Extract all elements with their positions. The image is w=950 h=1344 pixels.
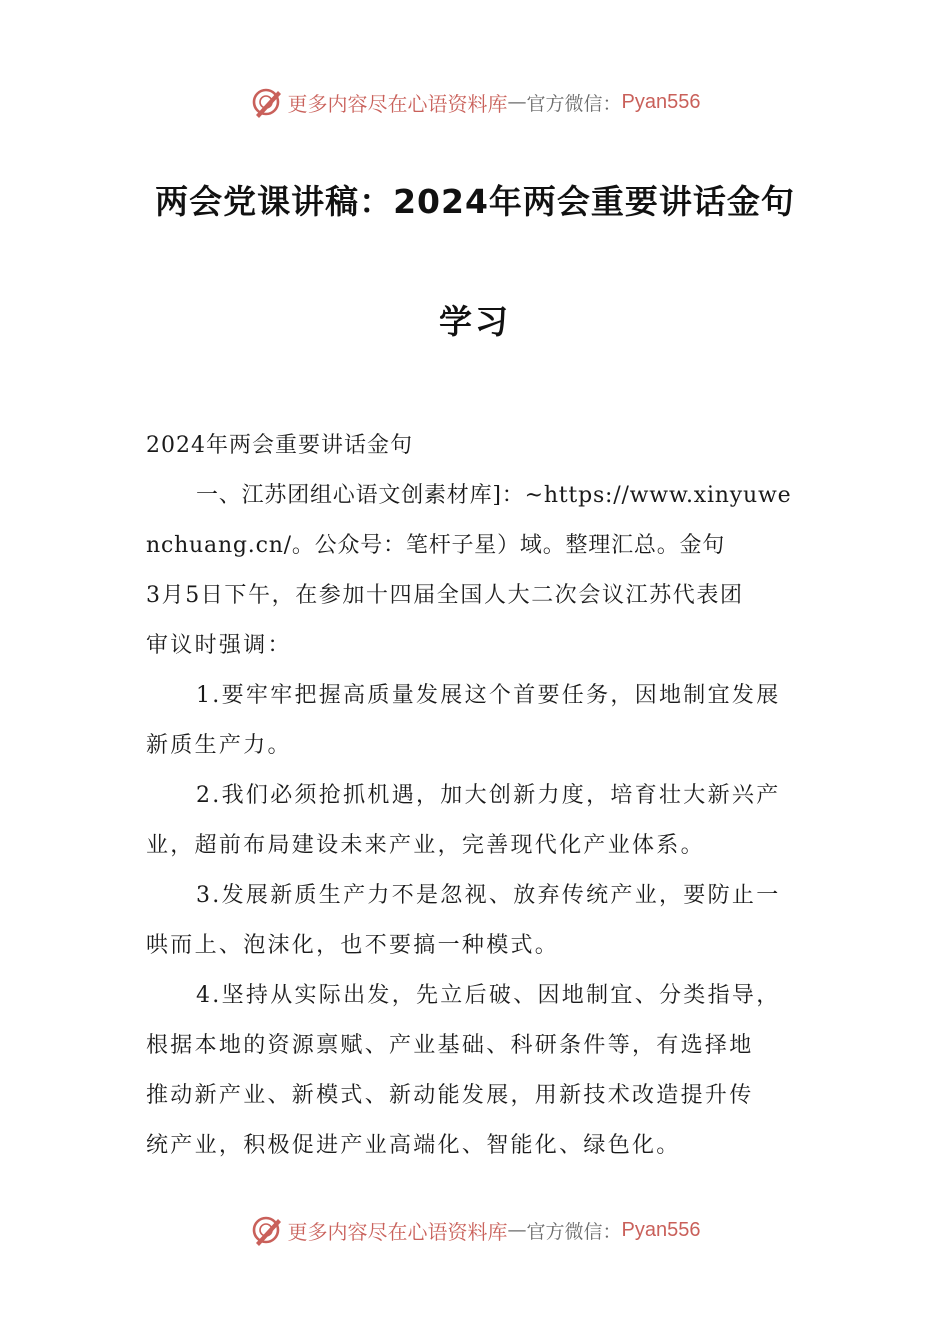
watermark-text: 更多内容尽在心语资料库 bbox=[287, 91, 508, 116]
list-item-4-line: 4.坚持从实际出发，先立后破、因地制宜、分类指导， bbox=[196, 983, 781, 1008]
watermark-wechat-label: 官方微信： bbox=[526, 92, 622, 115]
paragraph-line: 审议时强调： bbox=[146, 633, 292, 658]
paragraph-line: 3月5日下午，在参加十四届全国人大二次会议江苏代表团 bbox=[146, 583, 744, 608]
paragraph-line: 一、江苏团组心语文创素材库]：~https://www.xinyuwe bbox=[196, 483, 792, 508]
list-item-1-line: 1.要牢牢把握高质量发展这个首要任务，因地制宜发展 bbox=[196, 683, 781, 708]
watermark-text: 更多内容尽在心语资料库 bbox=[287, 1219, 508, 1244]
document-title-line-1: 两会党课讲稿：2024年两会重要讲话金句 bbox=[155, 182, 795, 221]
list-item-3-line: 3.发展新质生产力不是忽视、放弃传统产业，要防止一 bbox=[196, 883, 781, 908]
list-item-2-line: 业，超前布局建设未来产业，完善现代化产业体系。 bbox=[146, 833, 705, 858]
list-item-3-line: 哄而上、泡沫化，也不要搞一种模式。 bbox=[146, 933, 560, 958]
list-item-4-line: 统产业，积极促进产业高端化、智能化、绿色化。 bbox=[146, 1133, 681, 1158]
watermark-dash: — bbox=[507, 1219, 527, 1241]
paragraph-line: nchuang.cn/。公众号：笔杆子星）域。整理汇总。金句 bbox=[146, 533, 726, 558]
watermark-dash: — bbox=[507, 91, 527, 113]
footer-watermark bbox=[0, 1210, 950, 1250]
list-item-2-line: 2.我们必须抢抓机遇，加大创新力度，培育壮大新兴产 bbox=[196, 783, 781, 808]
section-subtitle: 2024年两会重要讲话金句 bbox=[146, 433, 413, 458]
watermark-wechat-id: Pyan556 bbox=[621, 90, 701, 113]
header-watermark bbox=[0, 82, 950, 122]
list-item-4-line: 根据本地的资源禀赋、产业基础、科研条件等，有选择地 bbox=[146, 1033, 754, 1058]
list-item-1-line: 新质生产力。 bbox=[146, 733, 292, 758]
document-title-line-2: 学习 bbox=[439, 302, 511, 341]
brush-logo-icon bbox=[250, 85, 284, 119]
list-item-4-line: 推动新产业、新模式、新动能发展，用新技术改造提升传 bbox=[146, 1083, 754, 1108]
watermark-wechat-label: 官方微信： bbox=[526, 1220, 622, 1243]
brush-logo-icon bbox=[250, 1213, 284, 1247]
watermark-wechat-id: Pyan556 bbox=[621, 1218, 701, 1241]
